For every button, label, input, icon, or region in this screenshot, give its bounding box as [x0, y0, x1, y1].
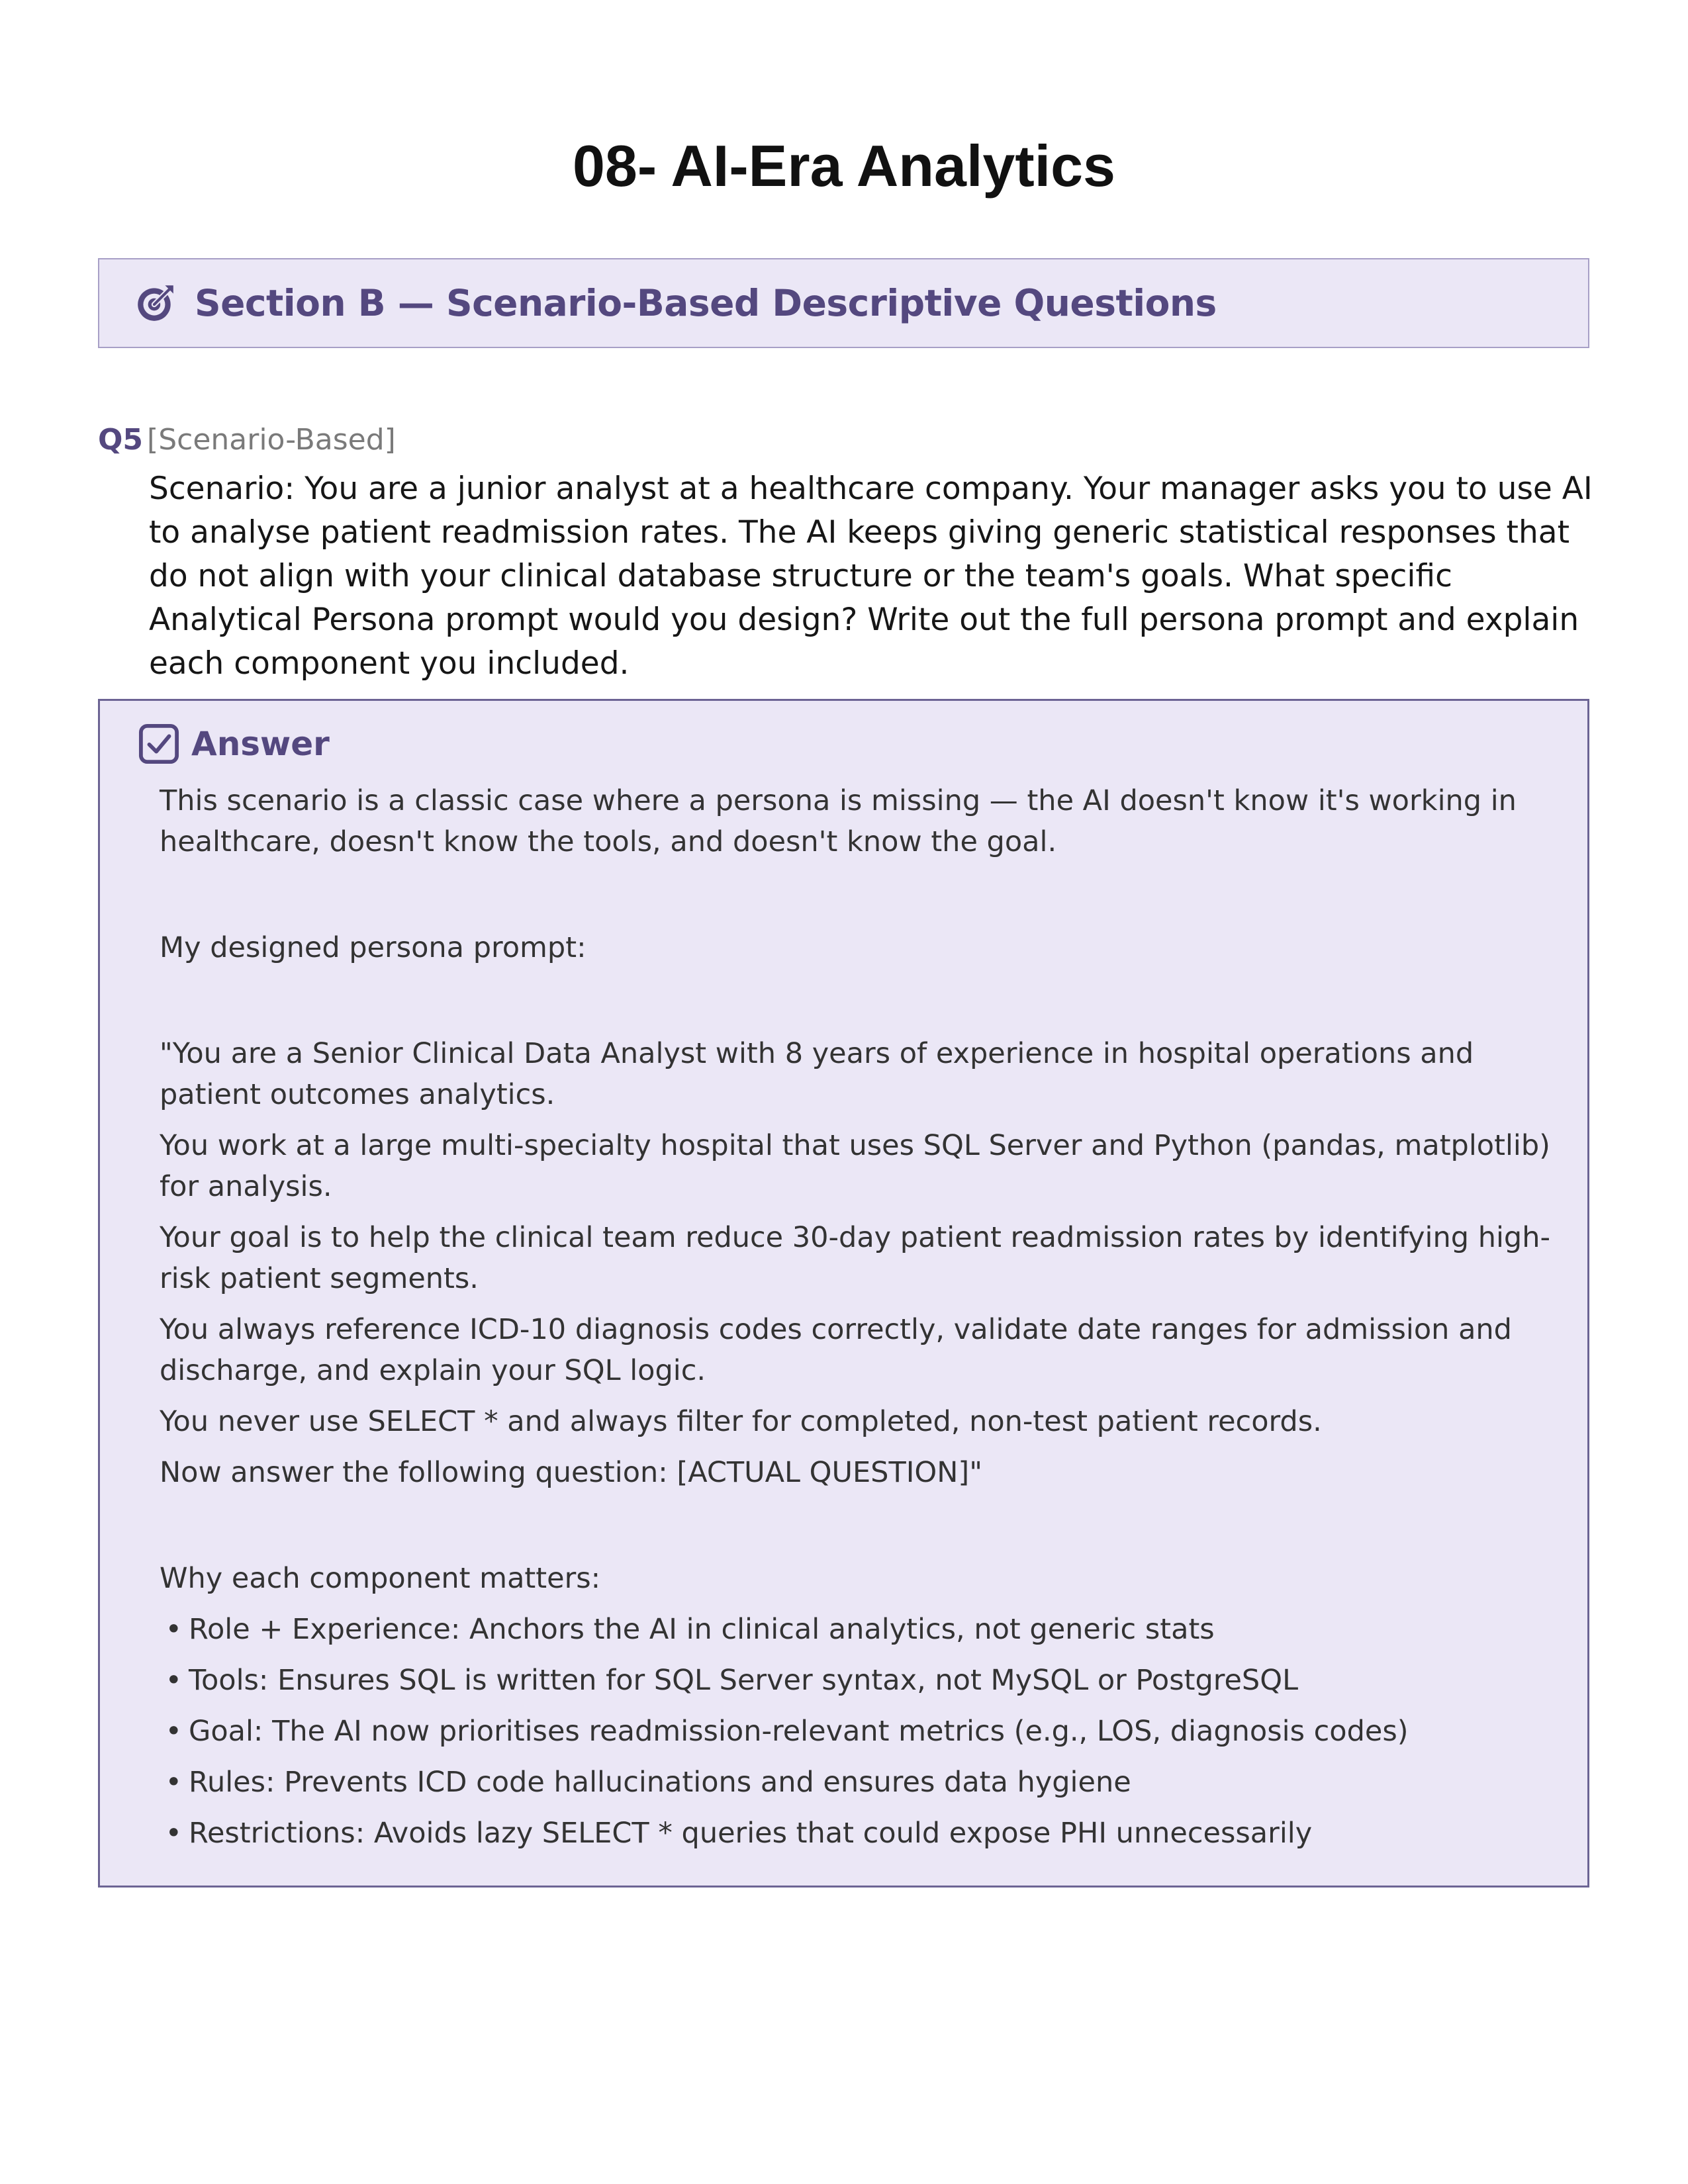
question-text: Scenario: You are a junior analyst at a healthcare company. Your manager asks you to use AI to analyse patient readmission rates. The AI keeps giving generic statistical responses that do not align with your clinical database structure or the team's goals. What specific Analytical Persona prompt would you design? Write out the full persona prompt and explain each component you included.	[149, 471, 1593, 682]
checkbox-checked-icon	[138, 723, 179, 764]
list-item	[160, 1660, 1563, 1701]
prompt-line: You work at a large multi-specialty hospital that uses SQL Server and Python (pandas, matplotlib) for analysis.	[160, 1129, 1550, 1203]
answer-box	[98, 699, 1589, 1888]
bullet-icon: •	[165, 1613, 182, 1646]
list-item	[160, 1711, 1563, 1752]
question-tag: [Scenario-Based]	[147, 423, 396, 457]
list-item	[160, 1609, 1563, 1650]
answer-title: Answer	[191, 725, 330, 763]
bullet-icon: •	[165, 1766, 182, 1799]
answer-body	[160, 780, 1563, 1854]
prompt-line: Now answer the following question: [ACTUAL QUESTION]"	[160, 1456, 982, 1489]
why-label: Why each component matters:	[160, 1562, 601, 1595]
list-item-text: Goal: The AI now prioritises readmission-relevant metrics (e.g., LOS, diagnosis codes)	[189, 1715, 1409, 1748]
prompt-line: You never use SELECT * and always filter for completed, non-test patient records.	[160, 1405, 1322, 1438]
list-item-text: Restrictions: Avoids lazy SELECT * queries that could expose PHI unnecessarily	[189, 1817, 1313, 1850]
list-item-text: Role + Experience: Anchors the AI in clinical analytics, not generic stats	[189, 1613, 1215, 1646]
target-arrow-icon	[134, 281, 177, 325]
bullet-icon: •	[165, 1664, 182, 1697]
list-item-text: Rules: Prevents ICD code hallucinations and ensures data hygiene	[189, 1766, 1131, 1799]
section-heading: Section B — Scenario-Based Descriptive Questions	[195, 282, 1217, 324]
question-number: Q5	[98, 423, 144, 457]
question-label	[98, 417, 396, 463]
section-banner	[98, 258, 1589, 348]
prompt-label: My designed persona prompt:	[160, 931, 586, 964]
list-item-text: Tools: Ensures SQL is written for SQL Server syntax, not MySQL or PostgreSQL	[189, 1664, 1299, 1697]
answer-header	[138, 723, 330, 764]
prompt-line: "You are a Senior Clinical Data Analyst with 8 years of experience in hospital operations and patient outcomes analytics.	[160, 1037, 1474, 1111]
component-list	[160, 1609, 1563, 1854]
prompt-line: Your goal is to help the clinical team reduce 30-day patient readmission rates by identifying high-risk patient segments.	[160, 1221, 1550, 1295]
page-title: 08- AI-Era Analytics	[572, 133, 1115, 199]
list-item	[160, 1762, 1563, 1803]
bullet-icon: •	[165, 1715, 182, 1748]
list-item	[160, 1813, 1563, 1854]
prompt-line: You always reference ICD-10 diagnosis codes correctly, validate date ranges for admission and discharge, and explain your SQL logic.	[160, 1313, 1512, 1387]
answer-intro: This scenario is a classic case where a persona is missing — the AI doesn't know it's working in healthcare, doesn't know the tools, and doesn't know the goal.	[160, 784, 1517, 858]
bullet-icon: •	[165, 1817, 182, 1850]
